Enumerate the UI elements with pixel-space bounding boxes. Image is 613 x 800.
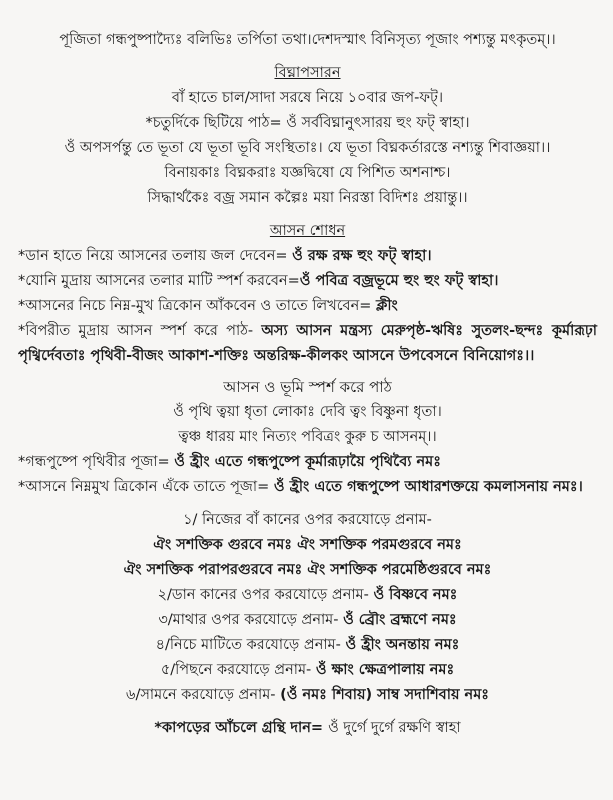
mantra-text: ওঁ বিষ্ণবে নমঃ: [373, 587, 458, 603]
text-line: [18, 533, 597, 558]
text-line: [18, 294, 597, 319]
instruction-text: *আসনে নিম্নমুখ ত্রিকোন এঁকে তাতে পূজা=: [18, 479, 274, 495]
instruction-text: *চতুর্দিকে ছিটিয়ে পাঠ= ওঁ সর্ববিঘ্নানুৎসারয় হুং ফট্ স্বাহা।: [145, 115, 470, 131]
text-line: [18, 683, 597, 708]
mantra-text: ওঁ হ্রীং এতে গন্ধপুষ্পে আধারশক্তয়ে কমলাসনায় নমঃ।: [273, 479, 583, 495]
text-line: [18, 111, 597, 136]
instruction-text: ৩/মাথার ওপর করযোড়ে প্রনাম-: [158, 612, 344, 628]
text-line: [18, 633, 597, 658]
instruction-text: ওঁ পৃথি ত্বয়া ধৃতা লোকাঃ দেবি ত্বং বিষ্ণুনা ধৃতা।: [173, 404, 442, 420]
instruction-text: পূজিতা গন্ধপুষ্পাদ্যৈঃ বলিভিঃ তর্পিতা তথা।দেশদস্মাৎ বিনিসৃত্য পূজাং পশ্যন্তু মৎকৃতম্।।: [59, 32, 556, 48]
mantra-text: ঐং সশক্তিক পরাপরগুরবে নমঃ ঐং সশক্তিক পরমেষ্ঠিগুরবে নমঃ: [123, 562, 492, 578]
instruction-text: ত্বঞ্চ ধারয় মাং নিত্যং পবিত্রং কুরু চ আসনম্।।: [178, 429, 437, 445]
instruction-text: ৪/নিচে মাটিতে করযোড়ে প্রনাম-: [155, 637, 346, 653]
instruction-text: ৫/পিছনে করযোড়ে প্রনাম-: [160, 662, 316, 678]
text-line: [18, 186, 597, 211]
mantra-text: ওঁ ক্ষাং ক্ষেত্রপালায় নমঃ: [315, 662, 455, 678]
section-heading: [18, 61, 597, 86]
instruction-text: ৬/সামনে করযোড়ে প্রনাম-: [126, 687, 281, 703]
instruction-text: বিনায়কাঃ বিঘ্নকরাঃ যজ্ঞদ্বিষো যে পিশিত অশনাশ্চ।: [164, 165, 451, 181]
text-line: [18, 86, 597, 111]
text-line: [18, 244, 597, 269]
instruction-text: বাঁ হাতে চাল/সাদা সরষে নিয়ে ১০বার জপ-ফট্।: [171, 90, 444, 106]
instruction-text: আসন শোধন: [269, 223, 346, 239]
mantra-text: (ওঁ নমঃ শিবায়) সাম্ব সদাশিবায় নমঃ: [280, 687, 489, 703]
instruction-text: *বিপরীত মুদ্রায় আসন স্পর্শ করে পাঠ-: [18, 323, 262, 339]
instruction-text: *গন্ধপুষ্পে পৃথিবীর পূজা=: [18, 454, 175, 470]
instruction-text: আসন ও ভূমি স্পর্শ করে পাঠ: [223, 378, 392, 396]
instruction-text: ১/ নিজের বাঁ কানের ওপর করযোড়ে প্রনাম-: [183, 512, 432, 528]
instruction-text: বিঘ্নাপসারন: [274, 65, 341, 81]
text-line: [18, 161, 597, 186]
instruction-text: *যোনি মুদ্রায় আসনের তলার মাটি স্পর্শ করবেন=: [18, 273, 300, 289]
mantra-text: ঐং সশক্তিক গুরবে নমঃ ঐং সশক্তিক পরমগুরবে নমঃ: [153, 537, 462, 553]
text-line: [18, 425, 597, 450]
text-line: [18, 583, 597, 608]
text-line: [18, 400, 597, 425]
section-heading: [18, 375, 597, 400]
instruction-text: ২/ডান কানের ওপর করযোড়ে প্রনাম-: [157, 587, 374, 603]
mantra-text: অস্য আসন মন্ত্রস্য মেরুপৃষ্ঠ-ঋষিঃ সুতলং-ছন্দঃ কূর্মারূঢ়া পৃথ্বির্দেবতাঃ পৃথিবী-বীজং আকাশ-শক্তিঃ অন্তরিক্ষ-কীলকং আসনে উপবেসনে বিনিয়োগঃ।।: [18, 323, 597, 364]
instruction-text: সিদ্ধার্থকৈঃ বজ্র সমান কল্পৈঃ ময়া নিরস্তা বিদিশঃ প্রয়ান্তু।।: [147, 190, 468, 206]
mantra-text: ওঁ রক্ষ রক্ষ হুং ফট্ স্বাহা।: [292, 248, 432, 264]
mantra-text: ক্লীং: [376, 298, 398, 314]
text-line: [18, 269, 597, 294]
text-line: [18, 28, 597, 53]
mantra-text: ওঁ হ্রীং এতে গন্ধপুষ্পে কূর্মারূঢ়ায়ৈ পৃথিব্যৈ নমঃ: [174, 454, 441, 470]
text-line: [18, 716, 597, 741]
instruction-text: *আসনের নিচে নিম্ন-মুখ ত্রিকোন আঁকবেন ও তাতে লিখবেন=: [18, 298, 377, 314]
instruction-text: ওঁ দুর্গে দুর্গে রক্ষণি স্বাহা: [328, 720, 461, 736]
instruction-text: ওঁ অপসর্পন্তু তে ভূতা যে ভূতা ভূবি সংস্থিতাঃ। যে ভূতা বিঘ্নকর্তারস্তে নশ্যন্তু শিবাজ্ঞয়া।।: [64, 140, 551, 156]
text-line: [18, 136, 597, 161]
section-heading: [18, 219, 597, 244]
text-line: [18, 558, 597, 583]
mantra-text: ওঁ হ্রীং অনন্তায় নমঃ: [345, 637, 460, 653]
mantra-text: ওঁ ব্রৌং ব্রহ্মণে নমঃ: [343, 612, 457, 628]
text-line: [18, 508, 597, 533]
instruction-text: *ডান হাতে নিয়ে আসনের তলায় জল দেবেন=: [18, 248, 293, 264]
text-line: [18, 608, 597, 633]
text-line: [18, 658, 597, 683]
mantra-text: *কাপড়ের আঁচলে গ্রন্থি দান=: [154, 720, 329, 736]
text-line: [18, 319, 597, 369]
text-line: [18, 450, 597, 475]
text-line: [18, 475, 597, 500]
mantra-text: ওঁ পবিত্র বজ্রভূমে হুং হুং ফট্ স্বাহা।: [299, 273, 499, 289]
